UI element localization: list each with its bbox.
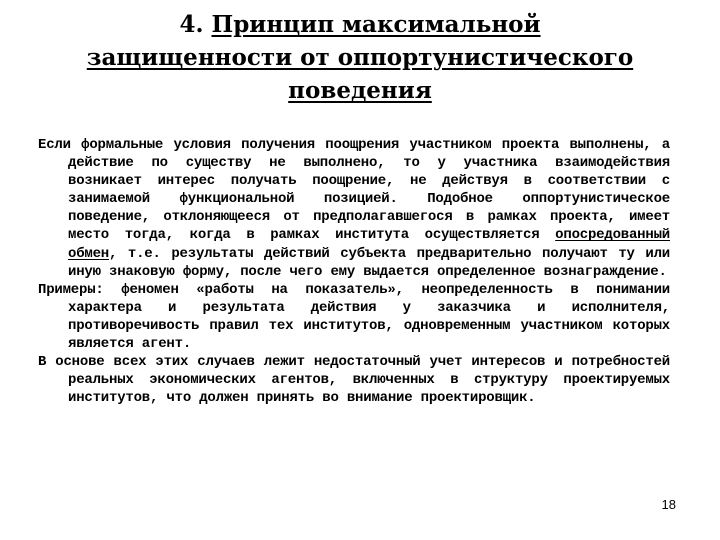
title-line-1-underlined: Принцип максимальной [211,11,541,38]
paragraph-examples: Примеры: феномен «работы на показатель», неопределенность в понимании характера и результата действия у заказчика и исполнителя, противоречивость правил тех институтов, одновременным участником которых является агент. [38,281,670,353]
title-line-3: поведения [288,77,432,104]
page-number: 18 [661,497,676,512]
slide-body [38,136,670,407]
title-line-1-prefix: 4. [179,11,212,38]
title-line-2: защищенности от оппортунистического [86,44,634,71]
mediated-exchange-term: опосредованный обмен [68,227,670,262]
paragraph-conclusion: В основе всех этих случаев лежит недостаточный учет интересов и потребностей реальных экономических агентов, включенных в структуру проектируемых институтов, что должен принять во внимание проектировщик. [38,354,670,407]
slide-title [30,8,690,107]
paragraph-conditions-before: Если формальные условия получения поощрения участником проекта выполнены, а действие по существу не выполнено, то у участника взаимодействия возникает интерес получать поощрение, не действуя в соответствии с занимаемой функциональной позицией. Подобное оппортунистическое поведение, отклоняющееся от предполагавшегося в рамках проекта, имеет место тогда, когда в рамках института осуществляется [38,137,670,244]
title-line-1 [30,8,690,41]
paragraph-conditions [38,136,670,281]
paragraph-conditions-after: , т.е. результаты действий субъекта предварительно получают ту или иную знаковую форму, после чего ему выдается определенное вознаграждение. [68,245,670,280]
